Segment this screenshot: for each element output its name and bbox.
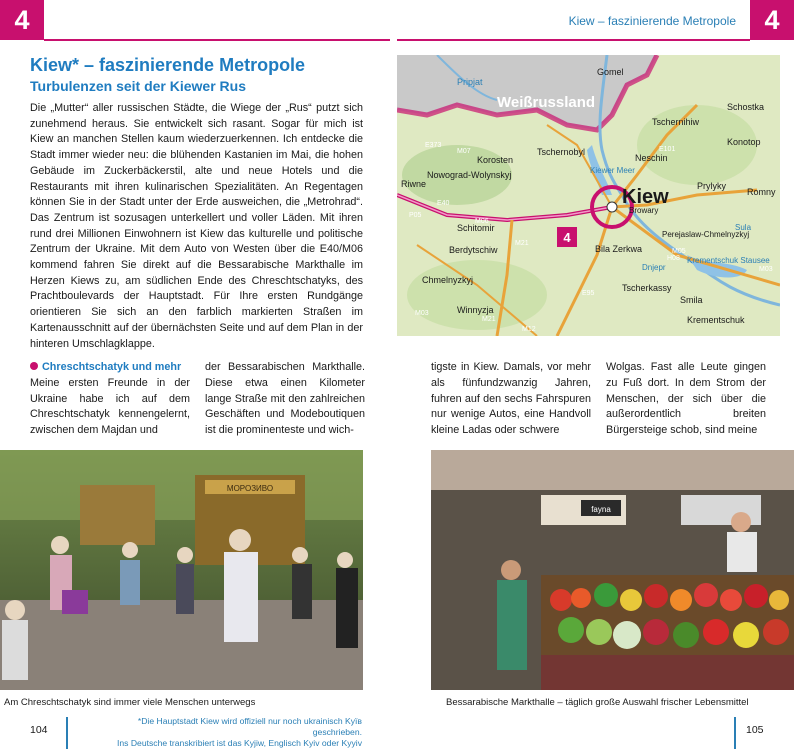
map-place: Prylyky	[697, 181, 726, 191]
chapter-tab-right	[750, 0, 794, 40]
map-place: Konotop	[727, 137, 761, 147]
chapter-number-left: 4	[14, 4, 30, 35]
map-place: Berdytschiw	[449, 245, 498, 255]
footnote-line-2: Ins Deutsche transkribiert ist das Kyjiw, Englisch Kyiv oder Kyyiv	[116, 738, 362, 749]
text-column-3: tigste in Kiew. Damals, vor mehr als fünfundzwanzig Jahren, fuhren auf den sechs Fahrspuren nur wenige Autos, eine Handvoll kleine Ladas oder schwere	[431, 361, 591, 437]
map-place: Romny	[747, 187, 776, 197]
header-rule-right	[397, 39, 750, 41]
map-road-label: M05	[672, 248, 686, 255]
map-road-label: M03	[415, 310, 429, 317]
text-column-4: Wolgas. Fast alle Leute gingen zu Fuß dort. In dem Strom der Menschen, der sich über die außerordentlich breiten Bürgersteige schob, sind meine	[606, 361, 766, 437]
caption-right: Bessarabische Markthalle – täglich große Auswahl frischer Lebensmittel	[446, 697, 749, 708]
stall-sign-text: fayna	[591, 505, 611, 514]
map-road-label: M21	[482, 316, 496, 323]
map-place: Gomel	[597, 67, 624, 77]
photo-market-svg	[431, 450, 794, 690]
map-place: Tschernihiw	[652, 117, 700, 127]
photo-chreschtschatyk	[0, 450, 363, 690]
text-column-1	[30, 360, 190, 439]
map-road-label: E101	[659, 146, 676, 153]
chapter-number-right: 4	[764, 4, 780, 35]
map-place: Pripjat	[457, 77, 483, 87]
map-place: Tscherkassy	[622, 283, 672, 293]
map-place: Korosten	[477, 155, 514, 165]
map-road-label: M12	[522, 326, 536, 333]
footer-bar-right	[734, 717, 736, 749]
map-place: Winnyzja	[457, 305, 494, 315]
map-road-label: M07	[457, 148, 471, 155]
column-1-text: Meine ersten Freunde in der Ukraine habe ich auf dem Chreschtschatyk kennengelernt, zwischen dem Majdan und	[30, 376, 190, 437]
page-number-left: 104	[30, 724, 48, 736]
map-place: Schitomir	[457, 223, 495, 233]
map-place: Browary	[629, 206, 659, 215]
map-place: Bila Zerkwa	[595, 244, 643, 254]
map-road-label: H08	[667, 255, 680, 262]
map-place: Chmelnyzkyj	[422, 275, 474, 285]
page-title: Kiew* – faszinierende Metropole	[30, 55, 306, 75]
map-place: Schostka	[727, 102, 765, 112]
section-heading-text: Chreschtschatyk und mehr	[42, 361, 182, 373]
map-road-label: P05	[409, 212, 422, 219]
map-label-kiew: Kiew	[622, 186, 669, 208]
footnote	[90, 716, 362, 750]
map-place: Krementschuk	[687, 315, 745, 325]
map-road-label: M06	[475, 218, 489, 225]
page-subtitle: Turbulenzen seit der Kiewer Rus	[30, 78, 247, 94]
header-rule-left	[44, 39, 390, 41]
region-map	[397, 55, 780, 336]
text-column-2: der Bessarabischen Markthalle. Diese etwa einen Kilometer lange Straße mit den zahlreichen Geschäften und Modeboutiquen ist die prominenteste und wich-	[205, 361, 365, 437]
running-head: Kiew – faszinierende Metropole	[568, 14, 736, 28]
map-place: Dnjepr	[642, 263, 666, 272]
map-svg	[397, 55, 780, 336]
map-place: Smila	[680, 295, 703, 305]
chapter-tab-left	[0, 0, 44, 40]
photo-markthalle	[431, 450, 794, 690]
lead-paragraph: Die „Mutter“ aller russischen Städte, die Wiege der „Rus“ putzt sich zunehmend heraus. Sie entwickelt sich rasant. Sogar für mich ist Kiew an manchen Stellen kaum wiederzuerkennen. Ich entdecke die Stadt immer wieder neu: die blühenden Kastanien im Mai, die hohen Gebäude im Zuckerbäckerstil, alte und neue Hotels und die Restaurants mit ihren kulinarischen Spezialitäten. An Regentagen können Sie in der Stadt unter der Erde ausweichen, die „Metrohrad“. Das Zentrum ist sozusagen unterkellert und voller Läden. Mit ihren rund drei Millionen Einwohnern ist Kiew das kulturelle und politische Zentrum der Ukraine. Mit dem Auto von Westen über die E40/M06 kommend fahren Sie direkt auf die Bessarabische Markthalle im Herzen Kiews zu, am südlichen Ende des Chreschtschatyks, des Prachtboulevards der Hauptstadt. Für Ihre ersten Rundgänge orientieren Sie sich an den farblich markierten Straßen im Kartenausschnitt auf der übernächsten Seite und auf dem Plan in der hinteren Umschlagklappe.	[30, 102, 363, 350]
map-label-country: Weißrussland	[497, 94, 596, 111]
map-road-label: M03	[759, 266, 773, 273]
footer-bar-left	[66, 717, 68, 749]
map-marker-number: 4	[563, 230, 571, 245]
map-place: Neschin	[635, 153, 668, 163]
map-road-label: M21	[515, 240, 529, 247]
map-road-label: E95	[582, 290, 595, 297]
map-place: Krementschuk Stausee	[687, 256, 770, 265]
map-place: Riwne	[401, 179, 427, 189]
map-place: Tschernobyl	[537, 147, 586, 157]
map-place: Kiewer Meer	[590, 166, 635, 175]
map-road-label: E40	[437, 200, 450, 207]
bullet-icon	[30, 362, 38, 370]
kiosk-sign-text: МОРОЗИВО	[226, 484, 274, 493]
map-place: Nowograd-Wolynskyj	[427, 170, 512, 180]
caption-left: Am Chreschtschatyk sind immer viele Menschen unterwegs	[4, 697, 256, 708]
map-road-label: E373	[425, 142, 442, 149]
map-place: Sula	[735, 223, 752, 232]
section-heading	[30, 360, 190, 376]
footnote-line-1: *Die Hauptstadt Kiew wird offiziell nur noch ukrainisch Kyïв geschrieben.	[137, 716, 362, 738]
map-place: Perejaslaw-Chmelnyzkyj	[662, 230, 750, 239]
page-number-right: 105	[746, 724, 764, 736]
photo-street-svg	[0, 450, 363, 690]
